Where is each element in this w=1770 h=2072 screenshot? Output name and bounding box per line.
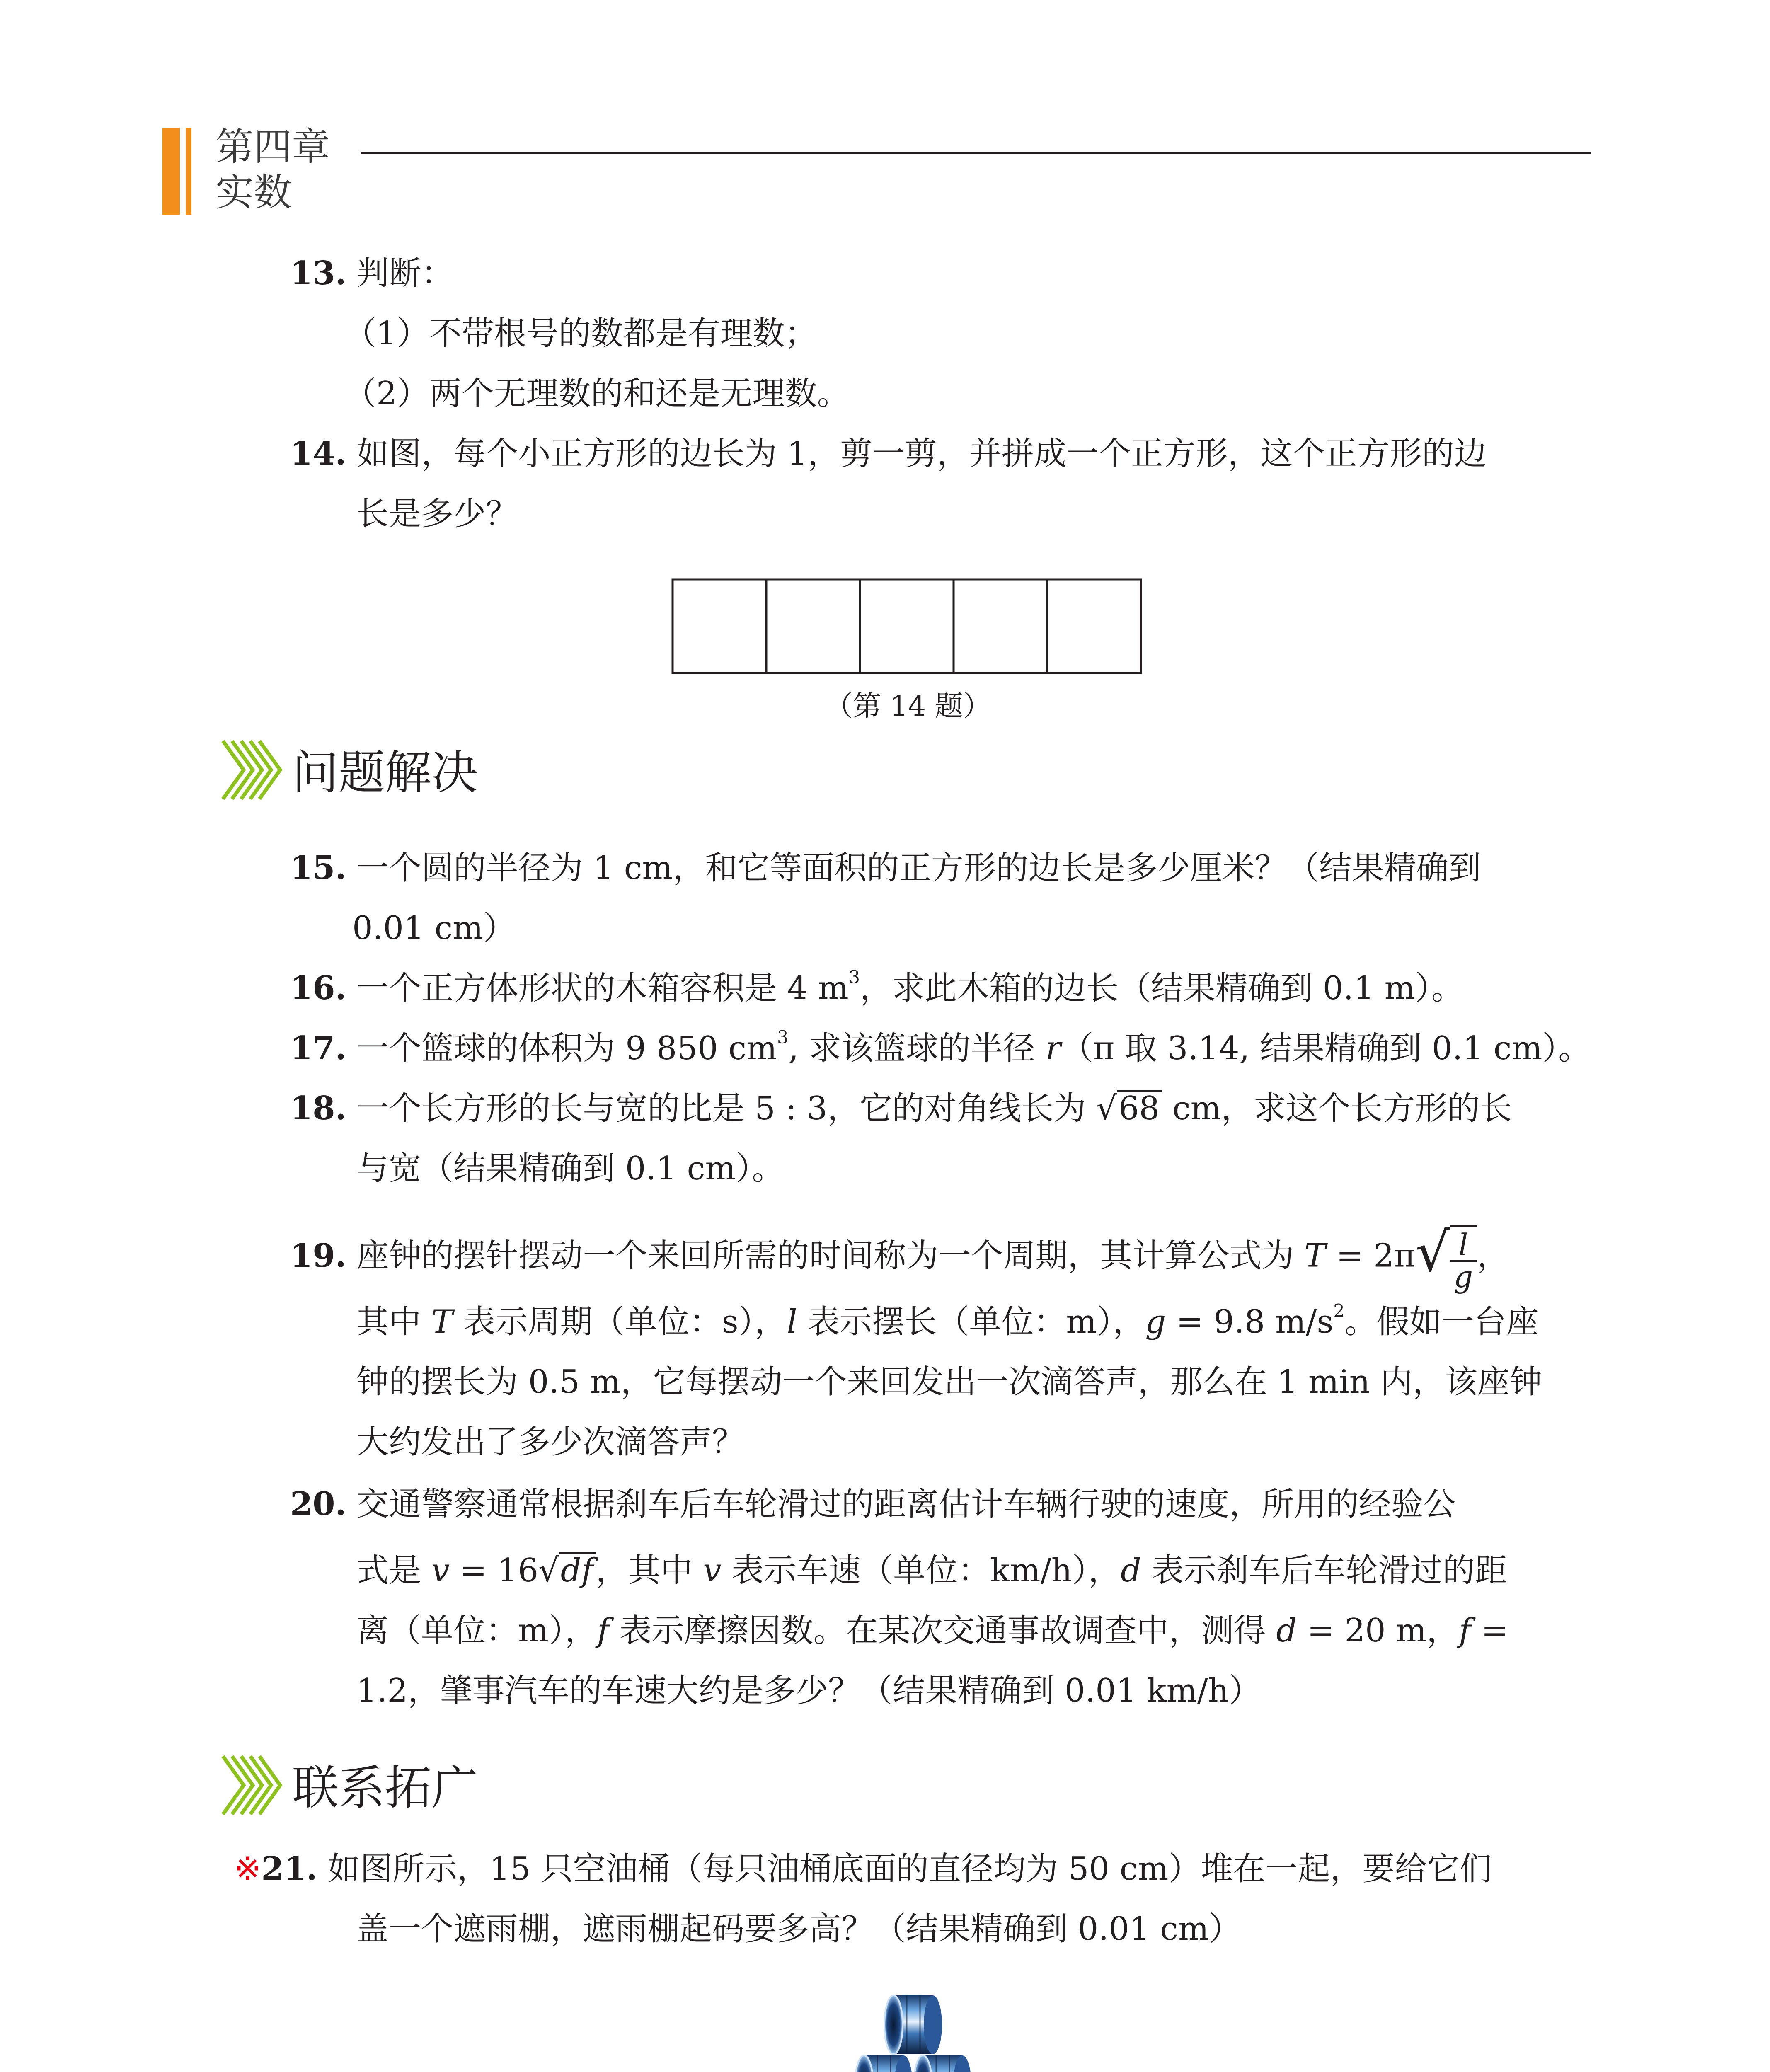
fraction-l-over-g [1450,1225,1477,1292]
square-3 [860,579,954,673]
section-title-extension: 联系拓广 [292,1761,478,1815]
question-text-end: ， [1477,1237,1510,1275]
question-21-line-2: 盖一个遮雨棚，遮雨棚起码要多高？（结果精确到 0.01 cm） [356,1910,1241,1948]
question-text: 如图所示，15 只空油桶（每只油桶底面的直径均为 50 cm）堆在一起，要给它们 [327,1850,1492,1888]
radicand: df [559,1552,596,1587]
text: = 16 [449,1552,539,1589]
fraction-denominator: g [1454,1259,1473,1294]
text: 离（单位：m）， [356,1612,597,1649]
variable-f: f [1459,1612,1471,1649]
question-text-end: （π 取 3.14, 结果精确到 0.1 cm）。 [1061,1030,1591,1067]
chevrons-icon [219,737,285,803]
question-number: 14. [290,435,346,472]
question-20-line-2 [356,1550,1507,1591]
chevrons-icon [219,1752,285,1818]
drum-row-5 [884,1995,942,2054]
question-text: 一个篮球的体积为 9 850 cm [356,1030,777,1067]
fraction-numerator: l [1450,1230,1477,1262]
question-18-line-2: 与宽（结果精确到 0.1 cm）。 [356,1150,785,1187]
question-15-line-2: 0.01 cm） [352,910,516,947]
text: 表示车速（单位：km/h）， [721,1552,1121,1589]
header-accent-bar [162,128,180,215]
question-text: 交通警察通常根据刹车后车轮滑过的距离估计车辆行驶的速度，所用的经验公 [356,1486,1456,1523]
question-text: 一个长方形的长与宽的比是 5 : 3，它的对角线长为 [356,1090,1097,1127]
variable-v: v [703,1552,722,1589]
exponent: 3 [848,967,860,988]
question-20 [290,1484,1456,1525]
text: 式是 [356,1552,431,1589]
question-16 [290,968,1464,1009]
text: 表示刹车后车轮滑过的距 [1141,1552,1507,1589]
question-19 [290,1220,1510,1294]
figure-21-oil-drums [767,1987,1111,2072]
question-15 [290,847,1481,889]
text: ，其中 [596,1552,703,1589]
question-20-line-3 [356,1610,1508,1651]
text: 表示周期（单位：s）， [453,1303,787,1341]
question-19-line-4: 大约发出了多少次滴答声？ [356,1423,745,1461]
text: 。假如一台座 [1344,1303,1539,1341]
question-13-sub-2: （2）两个无理数的和还是无理数。 [344,375,850,412]
question-text-end: ，求此木箱的边长（结果精确到 0.1 m）。 [860,970,1464,1007]
variable-v: v [431,1552,450,1589]
question-13 [290,253,454,294]
question-text: 一个正方体形状的木箱容积是 4 m [356,970,849,1007]
question-text: 如图，每个小正方形的边长为 1，剪一剪，并拼成一个正方形，这个正方形的边 [356,435,1487,472]
question-text-mid: , 求该篮球的半径 [788,1030,1046,1067]
question-14 [290,433,1487,474]
square-1 [673,579,766,673]
variable-r: r [1045,1030,1061,1067]
section-subtitle: 实数 [215,170,292,215]
variable-T: T [431,1303,453,1341]
text: 表示摩擦因数。在某次交通事故调查中，测得 [609,1612,1276,1649]
exponent: 3 [777,1027,789,1048]
text: 表示摆长（单位：m）， [797,1303,1145,1341]
variable-f: f [597,1612,609,1649]
radical-sign: √ [1415,1220,1450,1284]
question-text: 一个圆的半径为 1 cm，和它等面积的正方形的边长是多少厘米？（结果精确到 [356,850,1481,887]
question-number: 20. [290,1485,346,1523]
question-text-end: cm，求这个长方形的长 [1162,1090,1512,1127]
figure-14-caption: （第 14 题） [825,690,991,723]
radicand: 68 [1117,1090,1162,1125]
question-17 [290,1028,1591,1069]
variable-l: l [787,1303,797,1341]
text: = [1471,1612,1508,1649]
question-21 [234,1848,1492,1890]
square-2 [766,579,860,673]
question-19-line-3: 钟的摆长为 0.5 m，它每摆动一个来回发出一次滴答声，那么在 1 min 内，该座钟 [356,1363,1542,1401]
header-accent-bar-thin [186,128,191,215]
question-text: 判断： [356,255,454,292]
question-19-line-2 [356,1301,1539,1343]
question-number: 21. [261,1850,318,1888]
question-number: 15. [290,849,346,887]
chapter-label: 第四章 [215,125,330,169]
exponent: 2 [1333,1300,1345,1322]
variable-T: T [1304,1237,1326,1275]
question-18 [290,1088,1512,1129]
optional-mark: ※ [234,1850,262,1888]
text: = 9.8 m/s [1166,1303,1334,1341]
text: 其中 [356,1303,431,1341]
text: = 20 m， [1297,1612,1459,1649]
question-number: 18. [290,1089,346,1127]
variable-g: g [1145,1303,1166,1341]
header-rule [361,152,1591,154]
formula-coefficient: = 2π [1326,1237,1416,1275]
figure-14-squares [671,578,1144,676]
section-title-problem-solving: 问题解决 [292,746,478,800]
square-5 [1047,579,1141,673]
drum-row-4 [855,2055,971,2072]
variable-d: d [1121,1552,1141,1589]
question-number: 16. [290,969,346,1007]
question-number: 19. [290,1237,346,1275]
question-number: 13. [290,254,346,292]
variable-d: d [1276,1612,1297,1649]
question-text: 座钟的摆针摆动一个来回所需的时间称为一个周期，其计算公式为 [356,1237,1305,1275]
question-20-line-4: 1.2，肇事汽车的车速大约是多少？（结果精确到 0.01 km/h） [356,1672,1262,1709]
question-14-line-2: 长是多少？ [356,495,518,533]
question-number: 17. [290,1029,346,1067]
radical-sign: √ [538,1552,559,1589]
question-13-sub-1: （1）不带根号的数都是有理数； [344,315,817,352]
radical-sign: √ [1096,1090,1117,1127]
square-4 [954,579,1047,673]
